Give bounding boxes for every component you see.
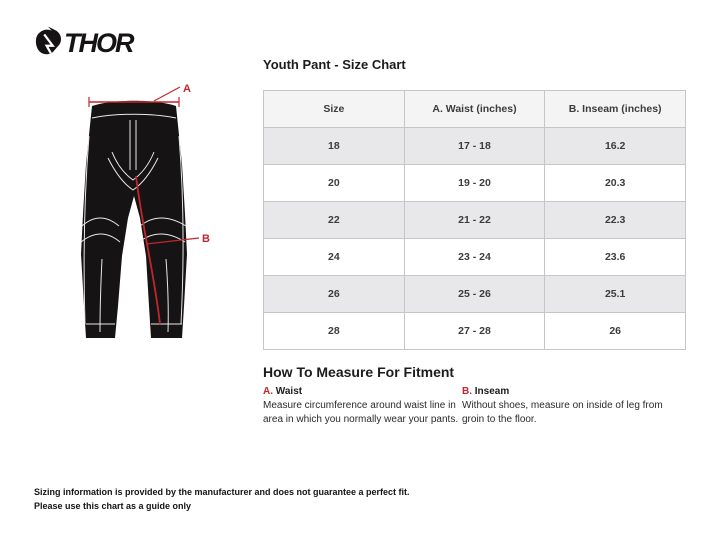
table-cell: 23.6 [545, 239, 686, 276]
table-row [264, 128, 686, 165]
measure-name-inseam: Inseam [474, 386, 510, 397]
table-cell: 25 - 26 [404, 276, 545, 313]
table-cell: 25.1 [545, 276, 686, 313]
table-cell: 26 [264, 276, 405, 313]
brand-logo [33, 26, 133, 61]
table-cell: 17 - 18 [404, 128, 545, 165]
thor-helmet-icon [33, 26, 63, 61]
pants-diagram [56, 74, 234, 354]
table-head [264, 91, 686, 128]
table-cell: 27 - 28 [404, 313, 545, 350]
brand-name: THOR [64, 28, 133, 58]
waist-label-a: A [183, 83, 191, 95]
table-row [264, 276, 686, 313]
measure-desc-waist: Measure circumference around waist line in area in which you normally wear your pants. [263, 400, 459, 425]
table-row [264, 165, 686, 202]
page-title: Youth Pant - Size Chart [263, 57, 406, 72]
table-cell: 21 - 22 [404, 202, 545, 239]
measure-heading: How To Measure For Fitment [263, 364, 455, 380]
disclaimer [34, 486, 410, 514]
size-chart-table [263, 90, 686, 350]
measure-name-waist: Waist [275, 386, 303, 397]
measure-item-inseam [462, 386, 674, 426]
table-header-row [264, 91, 686, 128]
inseam-label-b: B [202, 233, 210, 245]
table-row [264, 239, 686, 276]
table-cell: 26 [545, 313, 686, 350]
measure-desc-inseam: Without shoes, measure on inside of leg from groin to the floor. [462, 400, 663, 425]
measure-letter-b: B. [462, 386, 472, 397]
table-row [264, 313, 686, 350]
measure-letter-a: A. [263, 386, 273, 397]
table-cell: 20 [264, 165, 405, 202]
table-cell: 28 [264, 313, 405, 350]
measure-item-waist [263, 386, 468, 426]
measure-label-waist [263, 386, 468, 397]
table-cell: 18 [264, 128, 405, 165]
disclaimer-line-1: Sizing information is provided by the manufacturer and does not guarantee a perfect fit. [34, 487, 410, 497]
table-cell: 16.2 [545, 128, 686, 165]
disclaimer-line-2: Please use this chart as a guide only [34, 500, 192, 511]
table-header-cell: B. Inseam (inches) [545, 91, 686, 128]
table-cell: 23 - 24 [404, 239, 545, 276]
table-header-cell: A. Waist (inches) [404, 91, 545, 128]
waist-pointer-line [154, 87, 180, 101]
table-cell: 20.3 [545, 165, 686, 202]
table-body [264, 128, 686, 350]
measure-label-inseam [462, 386, 674, 397]
pants-illustration [56, 74, 234, 354]
table-row [264, 202, 686, 239]
table-header-cell: Size [264, 91, 405, 128]
table-cell: 22 [264, 202, 405, 239]
table-cell: 24 [264, 239, 405, 276]
table-cell: 22.3 [545, 202, 686, 239]
table-cell: 19 - 20 [404, 165, 545, 202]
